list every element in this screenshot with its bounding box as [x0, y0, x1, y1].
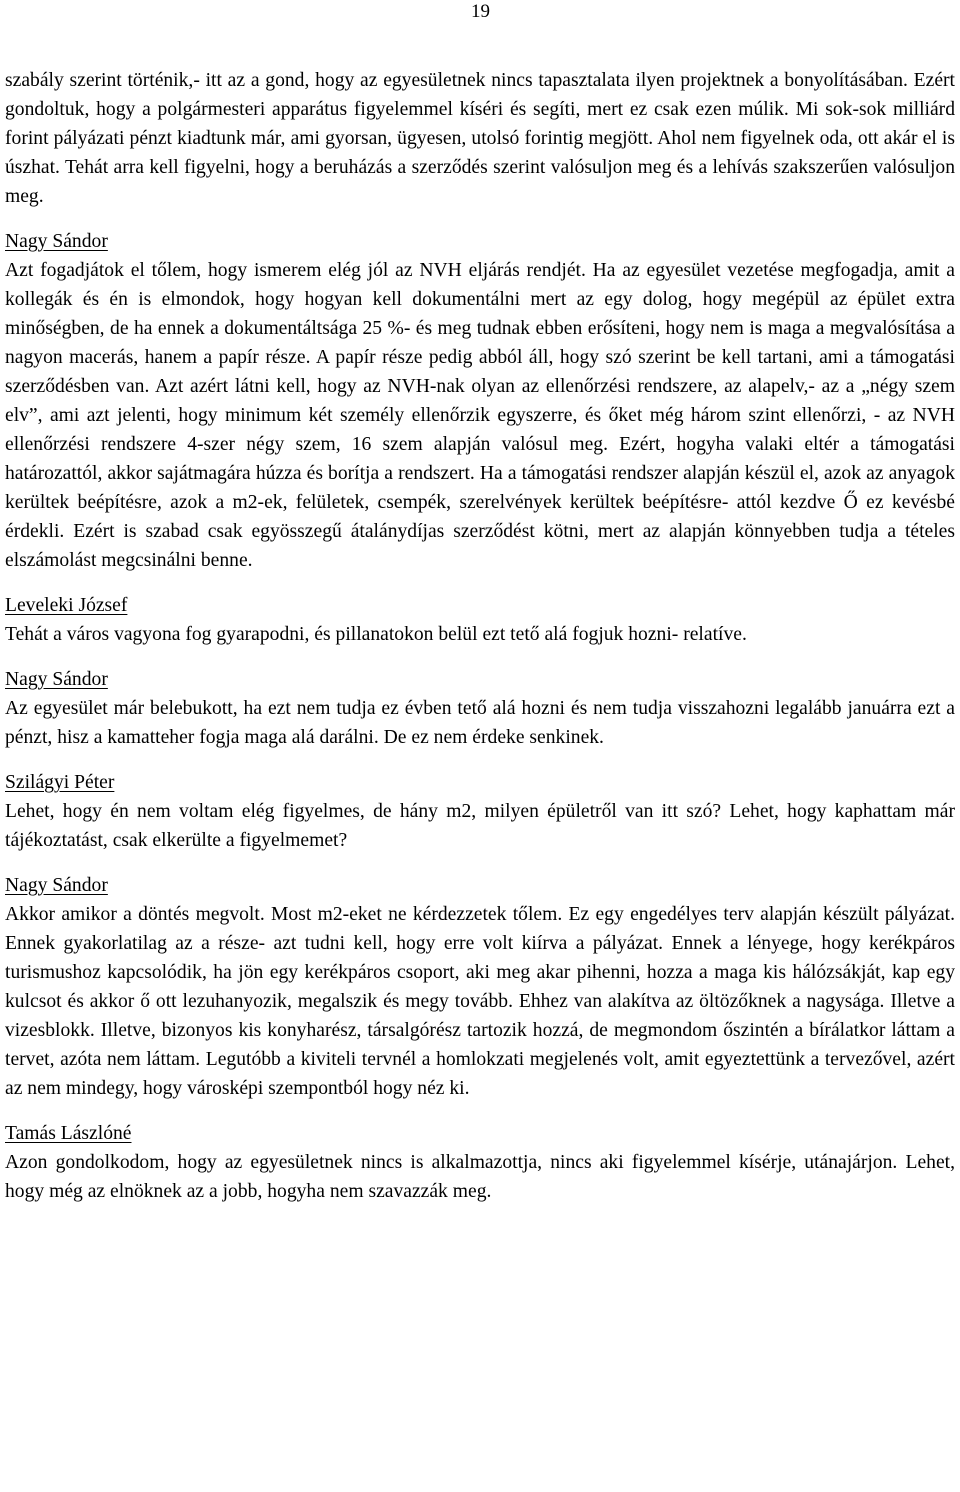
speaker-name: Leveleki József [5, 595, 128, 616]
paragraph: Az egyesület már belebukott, ha ezt nem tudja ez évben tető alá hozni és nem tudja visszahozni legalább januárra ezt a pénzt, hisz a kamatteher fogja maga alá darálni. De ez nem érdeke senkinek. [5, 698, 955, 748]
paragraph: Tehát a város vagyona fog gyarapodni, és pillanatokon belül ezt tető alá fogjuk hozni- relatíve. [5, 624, 747, 645]
paragraph: szabály szerint történik,- itt az a gond, hogy az egyesületnek nincs tapasztalata ilyen projektnek a bonyolításában. Ezért gondoltuk, hogy a polgármesteri apparátus figyelemmel kíséri és segíti, mert ez csak ezen múlik. Mi sok-sok milliárd forint pályázati pénzt kiadtunk már, ami gyorsan, ügyesen, utolsó forintig megjött. Ahol nem figyelnek oda, ott akár el is úszhat. Tehát arra kell figyelni, hogy a beruházás a szerződés szerint valósuljon meg és a lehívás szakszerűen valósuljon meg. [5, 70, 955, 207]
speaker-name: Tamás Lászlóné [5, 1123, 132, 1144]
speaker-name: Nagy Sándor [5, 231, 108, 252]
transcript-body [5, 66, 955, 1206]
paragraph: Lehet, hogy én nem voltam elég figyelmes, de hány m2, milyen épületről van itt szó? Lehet, hogy kaphattam már tájékoztatást, csak elkerülte a figyelmemet? [5, 801, 955, 851]
paragraph: Azon gondolkodom, hogy az egyesületnek nincs is alkalmazottja, nincs aki figyelemmel kísérje, utánajárjon. Lehet, hogy még az elnöknek az a jobb, hogyha nem szavazzák meg. [5, 1152, 955, 1202]
page-number: 19 [471, 1, 490, 22]
paragraph: Azt fogadjátok el tőlem, hogy ismerem elég jól az NVH eljárás rendjét. Ha az egyesület vezetése megfogadja, amit a kollegák és én is elmondok, hogy hogyan kell dokumentálni mert az egy dolog, hogy megépül az épület extra minőségben, de ha ennek a dokumentáltsága 25 %- és meg tudnak ebben erősíteni, hogy nem is maga a megvalósítása a nagyon macerás, hanem a papír része. A papír része pedig abból áll, hogy szó szerint be kell tartani, ami a támogatási szerződésben van. Azt azért látni kell, hogy az NVH-nak olyan az ellenőrzési rendszere, az alapelv,- az a „négy szem elv”, ami azt jelenti, hogy minimum két személy ellenőrzik egyszerre, és őket még három szint ellenőrzi, - az NVH ellenőrzési rendszere 4-szer négy szem, 16 szem alapján valósul meg. Ezért, hogyha valaki eltér a támogatási határozattól, akkor sajátmagára húzza és borítja a rendszert. Ha a támogatási rendszer alapján készül el, azok az anyagok kerültek beépítésre, azok a m2-ek, felületek, csempék, szerelvények kerültek beépítésre- attól kezdve Ő ez kevésbé érdekli. Ezért is szabad csak egyösszegű átalánydíjas szerződést kötni, mert az alapján könnyebben tudja a tételes elszámolást megcsinálni benne. [5, 260, 955, 571]
speaker-name: Nagy Sándor [5, 875, 108, 896]
speaker-name: Szilágyi Péter [5, 772, 115, 793]
speaker-name: Nagy Sándor [5, 669, 108, 690]
paragraph: Akkor amikor a döntés megvolt. Most m2-eket ne kérdezzetek tőlem. Ez egy engedélyes terv alapján készült pályázat. Ennek gyakorlatilag az a része- azt tudni kell, hogy erre volt kiírva a pályázat. Ennek a lényege, hogy kerékpáros turismushoz kapcsolódik, ha jön egy kerékpáros csoport, aki meg akar pihenni, hozza a maga kis hálózsákját, kap egy kulcsot és akkor ő ott lezuhanyozik, megalszik és megy tovább. Ehhez van alakítva az öltözőknek a nagysága. Illetve a vizesblokk. Illetve, bizonyos kis konyharész, társalgórész tartozik hozzá, de megmondom őszintén a bírálatkor láttam a tervet, azóta nem láttam. Legutóbb a kiviteli tervnél a homlokzati megjelenés volt, amit egyeztettünk a tervezővel, azért az nem mindegy, hogy városképi szempontból hogy néz ki. [5, 904, 955, 1099]
